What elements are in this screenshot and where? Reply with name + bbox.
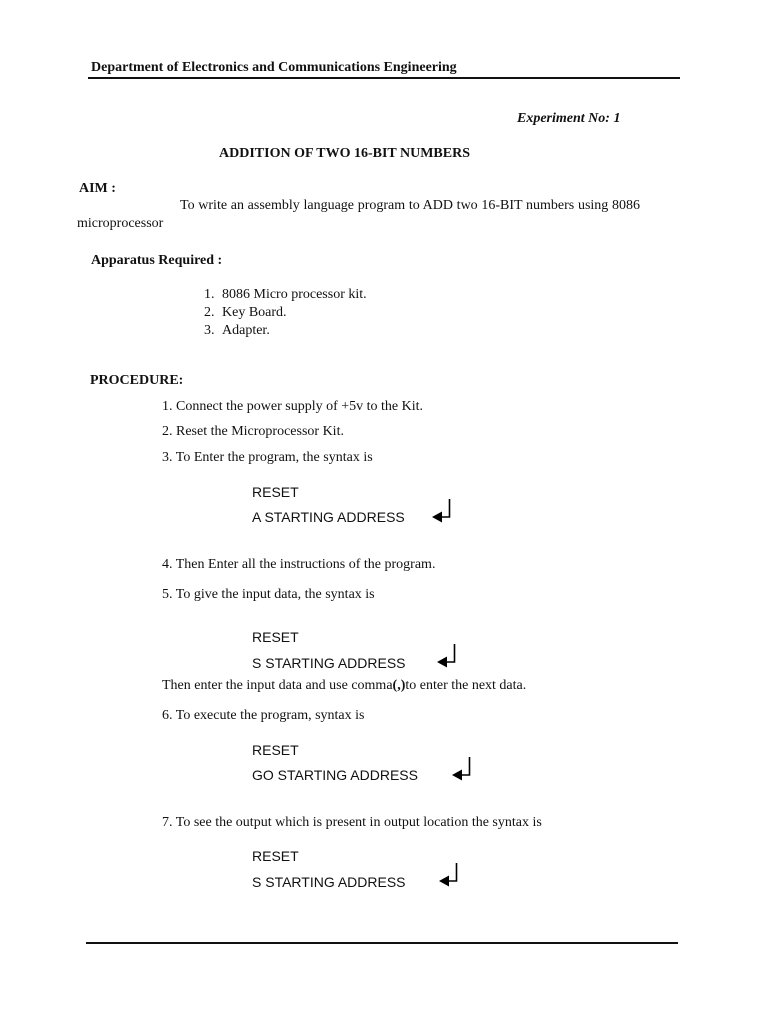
list-number: 1. [204,287,215,302]
procedure-step-6: 6. To execute the program, syntax is [162,708,365,723]
apparatus-label: Apparatus Required : [91,253,223,268]
footer-rule [86,942,678,944]
aim-label: AIM : [79,181,116,196]
header-rule [88,77,680,79]
list-item [204,304,367,322]
syntax-line: S STARTING ADDRESS [252,655,406,671]
procedure-label: PROCEDURE: [90,373,184,388]
input-data-note [162,678,526,694]
syntax-line: RESET [252,484,299,500]
aim-text: To write an assembly language program to ADD two 16-BIT numbers using 8086 microprocessor [77,198,640,231]
list-item [204,322,367,340]
list-item [204,286,367,304]
syntax-line: S STARTING ADDRESS [252,874,406,890]
procedure-step-3: 3. To Enter the program, the syntax is [162,450,373,465]
enter-key-icon [436,643,458,669]
experiment-number: Experiment No: 1 [517,111,621,126]
enter-key-icon [451,756,473,782]
syntax-line: RESET [252,848,299,864]
note-text: to enter the next data. [405,678,527,693]
department-header: Department of Electronics and Communications Engineering [91,60,457,75]
procedure-step-1: 1. Connect the power supply of +5v to the Kit. [162,399,424,414]
note-text: Then enter the input data and use comma [162,678,393,693]
syntax-line: A STARTING ADDRESS [252,509,405,525]
comma-symbol: (,) [392,678,406,693]
list-item-text: 8086 Micro processor kit. [222,287,367,302]
apparatus-list [204,286,367,340]
procedure-step-5: 5. To give the input data, the syntax is [162,587,375,602]
syntax-line: GO STARTING ADDRESS [252,767,418,783]
syntax-line: RESET [252,742,299,758]
list-item-text: Key Board. [222,305,287,320]
procedure-step-7: 7. To see the output which is present in output location the syntax is [162,815,542,830]
enter-key-icon [438,862,460,888]
enter-key-icon [431,498,453,524]
procedure-step-2: 2. Reset the Microprocessor Kit. [162,424,344,439]
list-number: 3. [204,323,215,338]
list-number: 2. [204,305,215,320]
syntax-line: RESET [252,629,299,645]
procedure-step-4: 4. Then Enter all the instructions of the program. [162,557,436,572]
experiment-title: ADDITION OF TWO 16-BIT NUMBERS [219,146,471,161]
list-item-text: Adapter. [222,323,270,338]
